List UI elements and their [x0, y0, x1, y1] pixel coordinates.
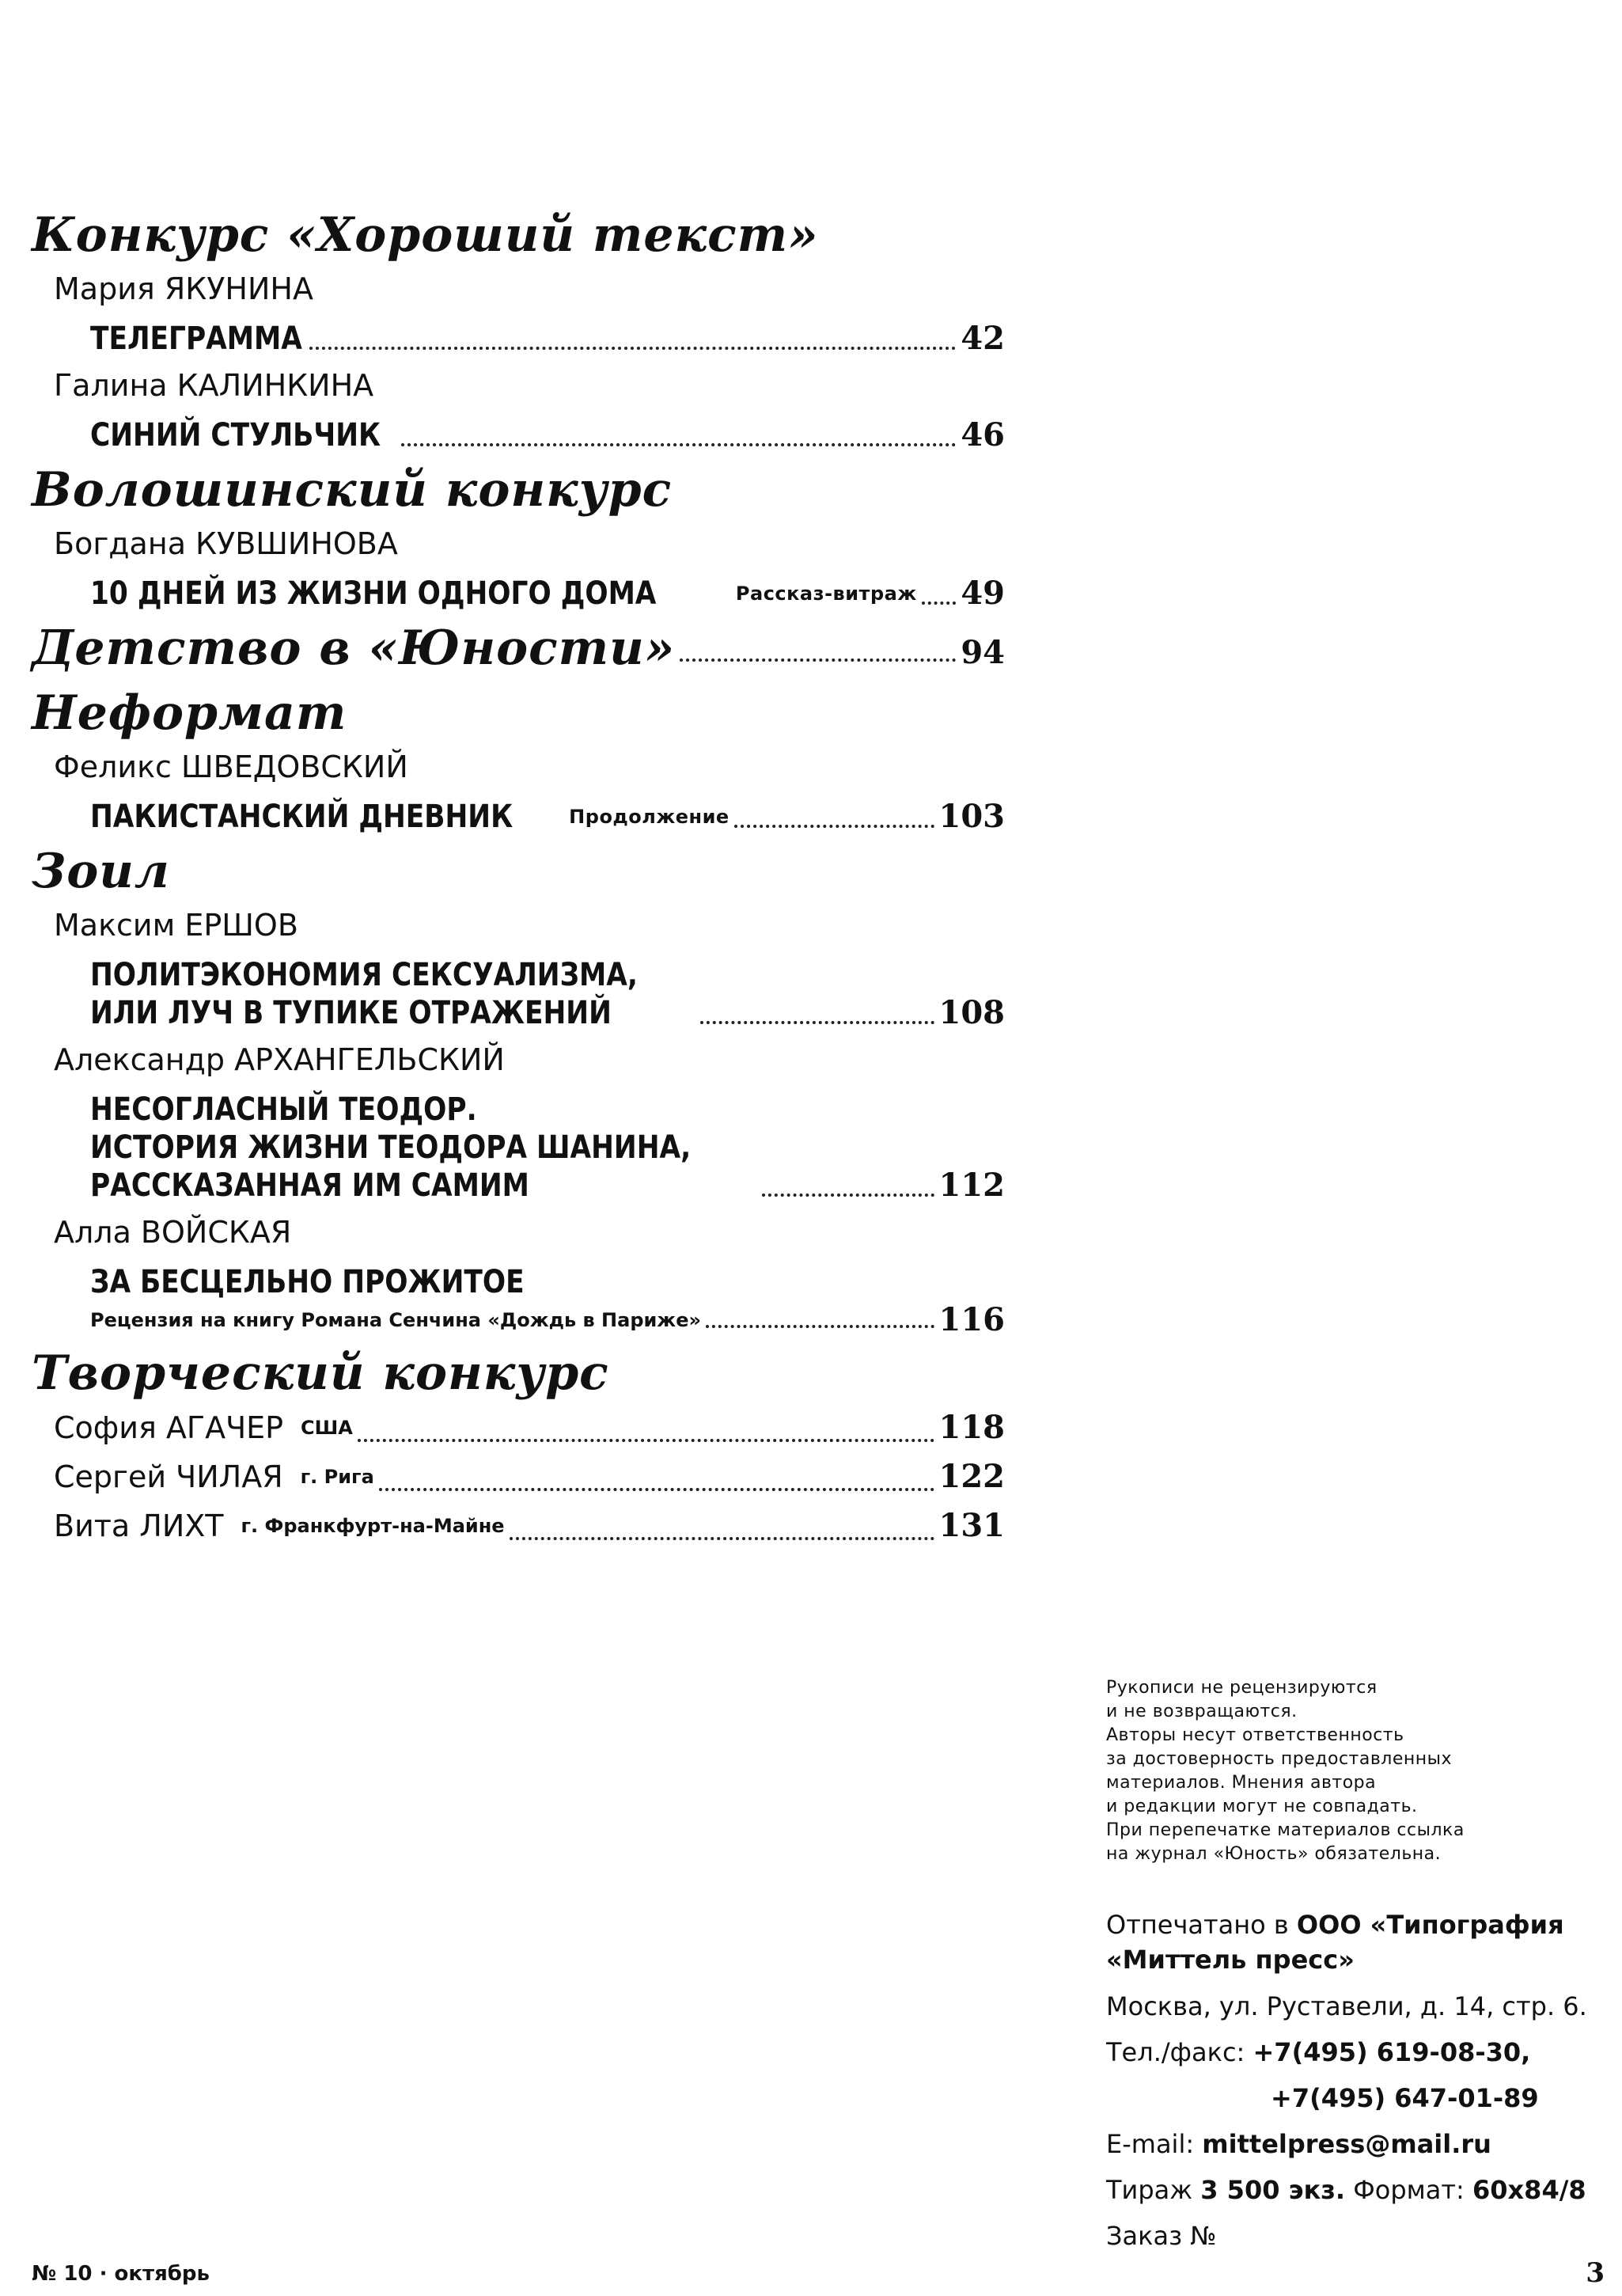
toc-entry[interactable] — [32, 956, 1005, 1032]
toc-entry[interactable] — [32, 1455, 1005, 1499]
note-line: на журнал «Юность» обязательна. — [1106, 1844, 1442, 1864]
author-name: Максим ЕРШОВ — [54, 908, 298, 943]
entry-title: ЗА БЕСЦЕЛЬНО ПРОЖИТОЕ — [90, 1264, 525, 1300]
author-name: Богдана КУВШИНОВА — [54, 526, 398, 561]
section-title: Неформат — [32, 685, 347, 741]
entry-title: ПОЛИТЭКОНОМИЯ СЕКСУАЛИЗМА, ИЛИ ЛУЧ В ТУПИКЕ ОТРАЖЕНИЙ — [90, 957, 638, 1031]
note-line: и редакции могут не совпадать. — [1106, 1797, 1418, 1816]
printer-phone: Тел./факс: +7(495) 619-08-30, — [1106, 2037, 1531, 2067]
section-tvorcheskiy — [32, 1345, 1005, 1548]
author-name: Галина КАЛИНКИНА — [54, 368, 374, 403]
printed-by: Отпечатано в ООО «Типография — [1106, 1910, 1564, 1940]
section-neformat — [32, 685, 1005, 836]
printer-address: Москва, ул. Руставели, д. 14, стр. 6. — [1106, 1991, 1587, 2021]
author-name: Алла ВОЙСКАЯ — [54, 1215, 292, 1250]
leader-dots — [358, 1439, 934, 1442]
page-number: 122 — [938, 1458, 1005, 1495]
page-number: 131 — [938, 1507, 1005, 1544]
toc-entry-subtitle[interactable] — [32, 1301, 1005, 1338]
page-number: 118 — [938, 1409, 1005, 1446]
author-name: София АГАЧЕР — [54, 1410, 284, 1445]
entry-title: ПАКИСТАНСКИЙ ДНЕВНИК — [90, 799, 514, 835]
printer-phone-2: +7(495) 647-01-89 — [1271, 2083, 1539, 2113]
leader-dots — [680, 658, 956, 662]
toc-entry[interactable] — [32, 1091, 1005, 1205]
author-name: Вита ЛИХТ — [54, 1509, 224, 1543]
toc-entry[interactable] — [32, 798, 1005, 836]
leader-dots — [734, 825, 934, 828]
editorial-notes — [1106, 1676, 1597, 1866]
author-name: Феликс ШВЕДОВСКИЙ — [54, 750, 408, 784]
page-number: 116 — [938, 1301, 1005, 1338]
issue-info: № 10 · октябрь — [32, 2262, 210, 2286]
entry-title: НЕСОГЛАСНЫЙ ТЕОДОР. ИСТОРИЯ ЖИЗНИ ТЕОДОРА ШАНИНА, РАССКАЗАННАЯ ИМ САМИМ — [90, 1091, 692, 1204]
section-title: Творческий конкурс — [32, 1345, 609, 1401]
section-voloshin — [32, 462, 1005, 613]
author-location: г. Франкфурт-на-Майне — [241, 1515, 505, 1537]
leader-dots — [379, 1488, 934, 1491]
section-title: Детство в «Юности» — [32, 620, 676, 676]
page-number: 108 — [938, 994, 1005, 1031]
section-title: Конкурс «Хороший текст» — [32, 207, 819, 263]
leader-dots — [706, 1325, 934, 1328]
page-number: 42 — [961, 320, 1005, 357]
section-konkurs — [32, 207, 1005, 454]
author-name: Сергей ЧИЛАЯ — [54, 1459, 283, 1494]
section-title: Зоил — [32, 844, 170, 899]
author-name: Александр АРХАНГЕЛЬСКИЙ — [54, 1042, 505, 1077]
section-zoil — [32, 844, 1005, 1336]
leader-dots — [700, 1021, 934, 1024]
page-number: 112 — [938, 1167, 1005, 1204]
leader-dots — [309, 347, 956, 350]
toc-entry[interactable] — [32, 320, 1005, 358]
page-number: 94 — [961, 634, 1005, 671]
toc-entry[interactable] — [32, 1406, 1005, 1450]
entry-title: 10 ДНЕЙ ИЗ ЖИЗНИ ОДНОГО ДОМА — [90, 575, 657, 612]
page-number: 49 — [961, 575, 1005, 612]
leader-dots — [762, 1194, 934, 1197]
print-run: Тираж 3 500 экз. Формат: 60x84/8 — [1106, 2175, 1586, 2205]
entry-note: Рассказ-витраж — [735, 583, 917, 605]
toc-entry[interactable] — [32, 416, 1005, 454]
section-title: Волошинский конкурс — [32, 462, 673, 518]
leader-dots — [922, 602, 957, 605]
leader-dots — [510, 1537, 934, 1540]
printer-name-2: «Миттель пресс» — [1106, 1945, 1355, 1975]
printer-name: ООО «Типография — [1296, 1910, 1564, 1940]
entry-title: СИНИЙ СТУЛЬЧИК — [90, 417, 381, 454]
note-line: При перепечатке материалов ссылка — [1106, 1820, 1465, 1840]
author-location: г. Рига — [300, 1466, 374, 1488]
note-line: и не возвращаются. — [1106, 1702, 1298, 1721]
toc-entry[interactable] — [32, 1263, 1005, 1301]
entry-note: Продолжение — [569, 806, 730, 828]
author-location: США — [301, 1417, 353, 1439]
page-number: 46 — [961, 416, 1005, 454]
leader-dots — [401, 443, 956, 446]
page-number-footer: 3 — [1586, 2257, 1605, 2289]
note-line: за достоверность предоставленных — [1106, 1749, 1453, 1769]
entry-title: ТЕЛЕГРАММА — [90, 321, 302, 357]
toc-entry[interactable] — [32, 1504, 1005, 1548]
toc-entry[interactable] — [32, 575, 1005, 613]
printer-email: E-mail: mittelpress@mail.ru — [1106, 2129, 1491, 2159]
order-number: Заказ № — [1106, 2221, 1217, 2251]
page-number: 103 — [938, 798, 1005, 835]
author-name: Мария ЯКУНИНА — [54, 271, 313, 306]
entry-subtitle: Рецензия на книгу Романа Сенчина «Дождь в Париже» — [90, 1309, 701, 1331]
imprint — [1106, 1907, 1613, 2259]
section-detstvo[interactable] — [32, 620, 1005, 676]
note-line: материалов. Мнения автора — [1106, 1773, 1377, 1793]
email-link[interactable]: mittelpress@mail.ru — [1202, 2129, 1491, 2159]
note-line: Рукописи не рецензируются — [1106, 1678, 1378, 1698]
note-line: Авторы несут ответственность — [1106, 1725, 1404, 1745]
table-of-contents — [32, 207, 1005, 1548]
